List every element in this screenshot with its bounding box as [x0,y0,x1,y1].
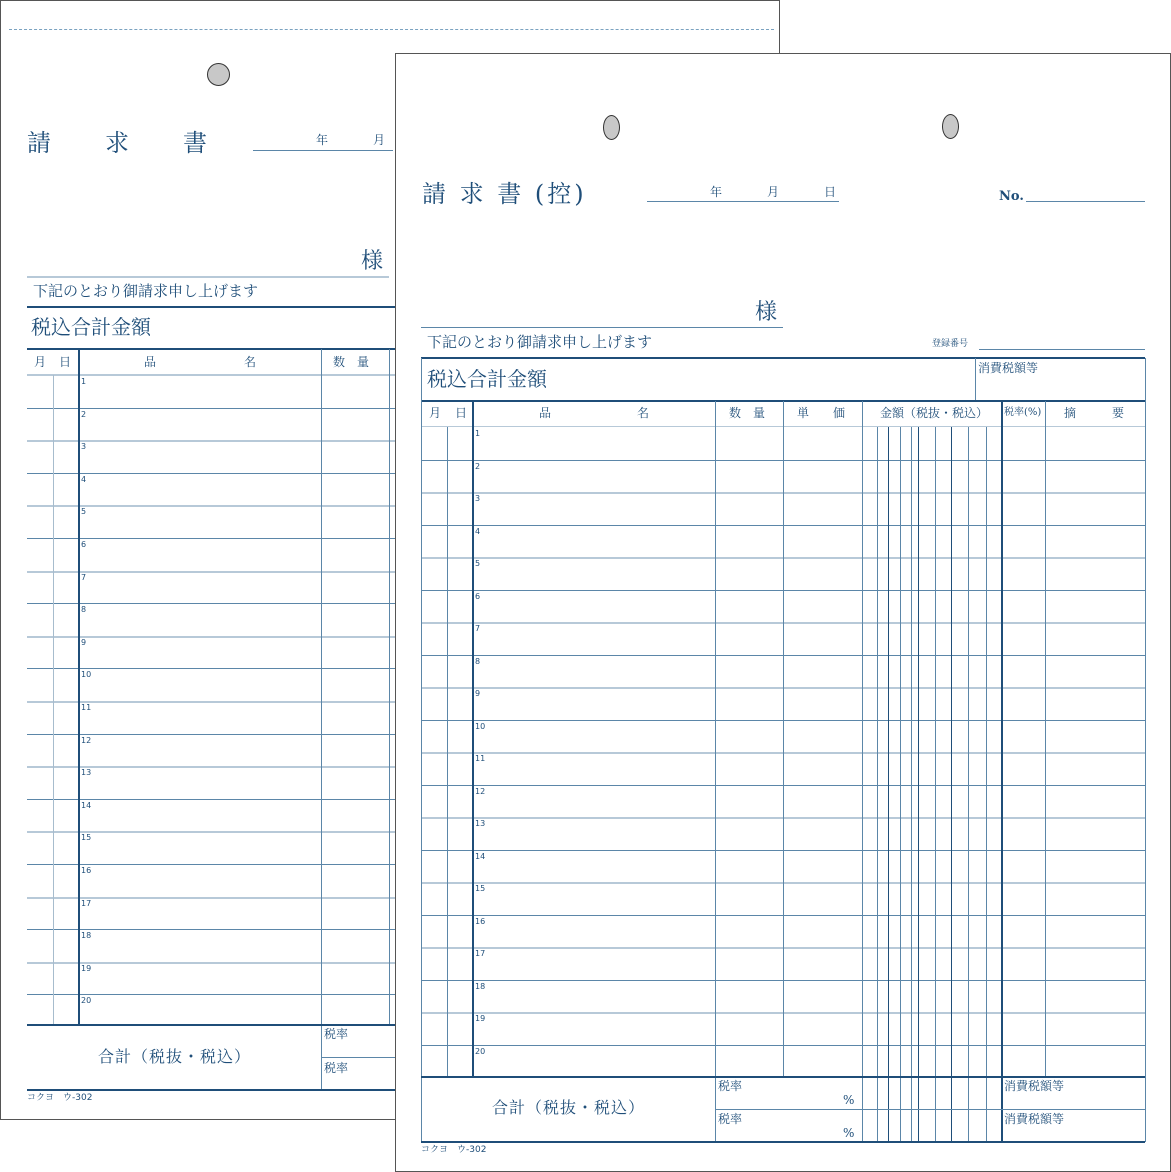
row-number: 20 [475,1046,486,1056]
back-col-month: 月 [34,355,47,369]
row-number: 5 [81,507,87,517]
front-title: 請 求 書 (控) [422,180,587,208]
row-number: 17 [475,949,486,958]
front-total-divider [975,358,976,401]
front-consumption-tax-2: 消費税額等 [1004,1112,1065,1126]
front-col-item: 品 [539,406,552,420]
front-summary-bottom [421,1141,1145,1143]
front-col-unit-price: 単 価 [797,406,846,420]
row-number: 3 [475,494,481,503]
row-divider [27,799,397,800]
back-col-divider [53,375,54,1025]
row-number: 14 [475,851,486,861]
row-number: 9 [475,689,481,698]
back-summary-mid [321,1057,397,1058]
front-tax-rate-label-1: 税率 [718,1079,743,1093]
back-tax-rate-label: 税率 [324,1061,349,1075]
front-tax-rate-unit-1: % [843,1093,855,1107]
row-number: 2 [81,409,87,419]
row-number: 3 [81,442,87,452]
amount-digit-divider [968,427,969,1142]
row-number: 19 [475,1014,486,1023]
front-footer-code: コクヨ ウ-302 [421,1145,487,1155]
front-col-divider [447,427,448,1077]
row-number: 13 [81,768,92,778]
back-total-label: 税込合計金額 [31,315,151,339]
front-col-item2: 名 [637,406,650,420]
front-consumption-tax-1: 消費税額等 [1004,1079,1065,1093]
back-footer-code: コクヨ ウ-302 [27,1093,93,1103]
front-date-line [647,201,839,202]
punch-hole [207,63,230,86]
front-intro-text: 下記のとおり御請求申し上げます [427,333,653,351]
row-number: 10 [475,721,486,731]
back-col-item2: 名 [244,355,257,369]
front-consumption-tax-label: 消費税額等 [978,361,1039,375]
amount-digit-divider [918,427,919,1142]
row-number: 9 [81,637,87,647]
front-summary-mid [715,1109,1145,1110]
front-col-divider [472,401,474,1077]
row-number: 2 [475,461,481,471]
punch-hole [942,114,959,139]
row-number: 1 [475,429,481,438]
back-date-month: 月 [373,133,386,147]
front-date-month: 月 [767,185,780,199]
front-col-divider [1145,358,1146,1142]
row-divider [27,864,397,865]
front-addressee-line [421,327,783,328]
amount-digit-divider [935,427,936,1142]
row-number: 6 [475,591,481,601]
row-number: 11 [475,754,486,763]
back-addressee-line [27,276,389,278]
back-col-divider [389,349,390,1025]
front-date-year: 年 [710,185,723,199]
row-divider [27,538,397,539]
front-col-divider [1001,401,1003,1142]
back-intro-text: 下記のとおり御請求申し上げます [33,282,259,300]
back-date-line [253,150,393,151]
front-col-divider [862,401,863,1142]
row-number: 18 [81,931,92,941]
back-rule [27,306,397,308]
front-col-divider [1045,401,1046,1077]
back-date-year: 年 [316,133,329,147]
row-number: 1 [81,377,87,386]
row-number: 5 [475,559,481,568]
row-divider [27,408,397,409]
row-number: 8 [475,656,481,666]
row-number: 20 [81,996,92,1006]
row-divider [27,929,397,930]
front-registration-label: 登録番号 [932,339,969,349]
amount-digit-divider [900,427,901,1142]
front-number-line [1026,201,1145,202]
row-number: 16 [475,916,486,926]
amount-digit-divider [877,427,878,1142]
row-divider [27,734,397,735]
row-number: 15 [475,884,486,893]
row-divider [27,668,397,669]
punch-hole [603,115,620,140]
front-col-day: 日 [455,406,468,420]
perforation-line [9,29,774,30]
back-header-rule [27,374,397,376]
row-number: 8 [81,605,87,615]
row-number: 14 [81,800,92,810]
back-rule [27,348,397,350]
back-col-divider [78,349,80,1025]
row-number: 6 [81,540,87,549]
front-date-day: 日 [824,185,837,199]
amount-digit-divider [986,427,987,1142]
row-number: 17 [81,898,92,908]
amount-digit-divider [911,427,912,1142]
row-number: 4 [81,474,87,484]
back-title: 請 求 書 [27,129,209,157]
row-number: 4 [475,526,481,536]
row-divider [27,603,397,604]
front-col-amount: 金額（税抜・税込） [880,406,989,420]
front-tax-rate-label-2: 税率 [718,1112,743,1126]
front-subtotal-label: 合計（税抜・税込） [492,1098,646,1117]
back-col-divider [321,349,322,1089]
front-summary-top [421,1076,1145,1078]
front-number-label: No. [999,189,1024,204]
row-number: 7 [81,572,87,582]
row-number: 19 [81,963,92,973]
front-registration-line [979,349,1145,350]
row-number: 13 [475,819,486,828]
back-summary-bottom [27,1089,397,1091]
back-summary-top [27,1024,397,1026]
back-addressee-suffix: 様 [361,249,384,274]
row-number: 12 [81,735,92,745]
back-tax-rate-label: 税率 [324,1027,349,1041]
front-col-divider [783,401,784,1077]
back-col-item: 品 [144,355,157,369]
row-number: 15 [81,833,92,843]
row-number: 7 [475,624,481,633]
front-col-tax-rate: 税率(%) [1004,407,1042,418]
front-total-top [421,357,1145,359]
front-col-qty: 数 量 [729,406,766,420]
row-number: 10 [81,670,92,680]
back-subtotal-label: 合計（税抜・税込） [98,1047,252,1066]
front-tax-rate-unit-2: % [843,1126,855,1140]
front-total-label: 税込合計金額 [427,367,547,391]
front-col-divider [421,358,422,1142]
row-divider [27,473,397,474]
row-divider [27,994,397,995]
row-number: 12 [475,786,486,796]
front-addressee-suffix: 様 [755,300,778,325]
amount-digit-divider [951,427,952,1142]
front-col-divider [715,401,716,1142]
front-col-month: 月 [429,406,442,420]
amount-digit-divider [888,427,889,1142]
row-number: 11 [81,703,92,712]
row-number: 18 [475,981,486,991]
front-col-remarks: 摘 要 [1064,406,1125,420]
back-col-qty: 数 量 [333,355,370,369]
back-col-day: 日 [59,355,72,369]
row-number: 16 [81,866,92,875]
